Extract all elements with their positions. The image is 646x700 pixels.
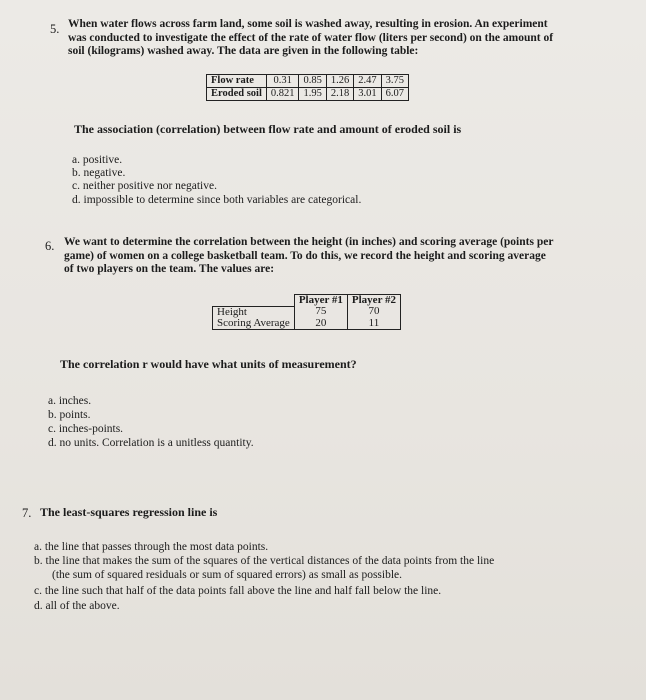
eroded-value: 1.95 (299, 88, 326, 101)
q7-option-b-continued: (the sum of squared residuals or sum of squared errors) as small as possible. (52, 569, 403, 581)
flow-value: 0.31 (266, 75, 299, 88)
q6-height-row (213, 306, 401, 318)
eroded-value: 0.821 (266, 88, 299, 101)
q5-text-line: was conducted to investigate the effect of the rate of water flow (liters per second) on the amount of (68, 31, 554, 44)
q5-option-a: a. positive. (72, 154, 123, 166)
eroded-value: 3.01 (354, 88, 381, 101)
q5-prompt: The association (correlation) between flow rate and amount of eroded soil is (74, 122, 462, 136)
q5-text-line: soil (kilograms) washed away. The data are given in the following table: (68, 45, 419, 57)
flow-value: 2.47 (354, 75, 381, 88)
q5-eroded-row (207, 88, 409, 101)
q7-prompt: The least-squares regression line is (40, 505, 218, 519)
scoring-average-label: Scoring Average (213, 318, 295, 330)
eroded-value: 2.18 (326, 88, 353, 101)
q5-text (68, 18, 553, 59)
q5-option-c: c. neither positive nor negative. (72, 180, 217, 192)
q6-prompt: The correlation r would have what units of measurement? (60, 357, 357, 371)
q5-data-table (206, 74, 409, 101)
q7-option-c: c. the line such that half of the data points fall above the line and half fall below the line. (34, 585, 442, 597)
flow-value: 3.75 (381, 75, 408, 88)
q5-option-d: d. impossible to determine since both variables are categorical. (72, 194, 362, 206)
height-label: Height (213, 306, 295, 318)
q6-text-line: game) of women on a college basketball team. To do this, we record the height and scoring average (64, 249, 546, 262)
scoring-player1: 20 (294, 318, 347, 330)
q5-text-line: When water flows across farm land, some soil is washed away, resulting in erosion. An experiment (68, 18, 548, 30)
q7-option-a: a. the line that passes through the most data points. (34, 541, 269, 553)
q6-option-a: a. inches. (48, 395, 92, 407)
player1-header: Player #1 (294, 295, 347, 307)
flow-value: 0.85 (299, 75, 326, 88)
eroded-soil-label: Eroded soil (207, 88, 267, 101)
player2-header: Player #2 (347, 295, 400, 307)
q6-option-c: c. inches-points. (48, 423, 124, 435)
flow-value: 1.26 (326, 75, 353, 88)
q6-text (64, 236, 553, 277)
q6-text-line: of two players on the team. The values are: (64, 263, 275, 275)
height-player2: 70 (347, 306, 400, 318)
q6-option-d: d. no units. Correlation is a unitless quantity. (48, 437, 254, 449)
flow-rate-label: Flow rate (207, 75, 267, 88)
scoring-player2: 11 (347, 318, 400, 330)
eroded-value: 6.07 (381, 88, 408, 101)
q6-option-b: b. points. (48, 409, 91, 421)
q5-number: 5. (50, 22, 60, 36)
q5-flow-row (207, 75, 409, 88)
q7-option-b: b. the line that makes the sum of the squares of the vertical distances of the data points from the line (34, 555, 495, 567)
q6-text-line: We want to determine the correlation between the height (in inches) and scoring average (points per (64, 236, 554, 248)
height-player1: 75 (294, 306, 347, 318)
q6-data-table (212, 294, 401, 330)
q6-number: 6. (45, 239, 55, 253)
q5-option-b: b. negative. (72, 167, 126, 179)
q7-number: 7. (22, 506, 32, 520)
q7-option-d: d. all of the above. (34, 600, 120, 612)
q6-scoring-row (213, 318, 401, 330)
